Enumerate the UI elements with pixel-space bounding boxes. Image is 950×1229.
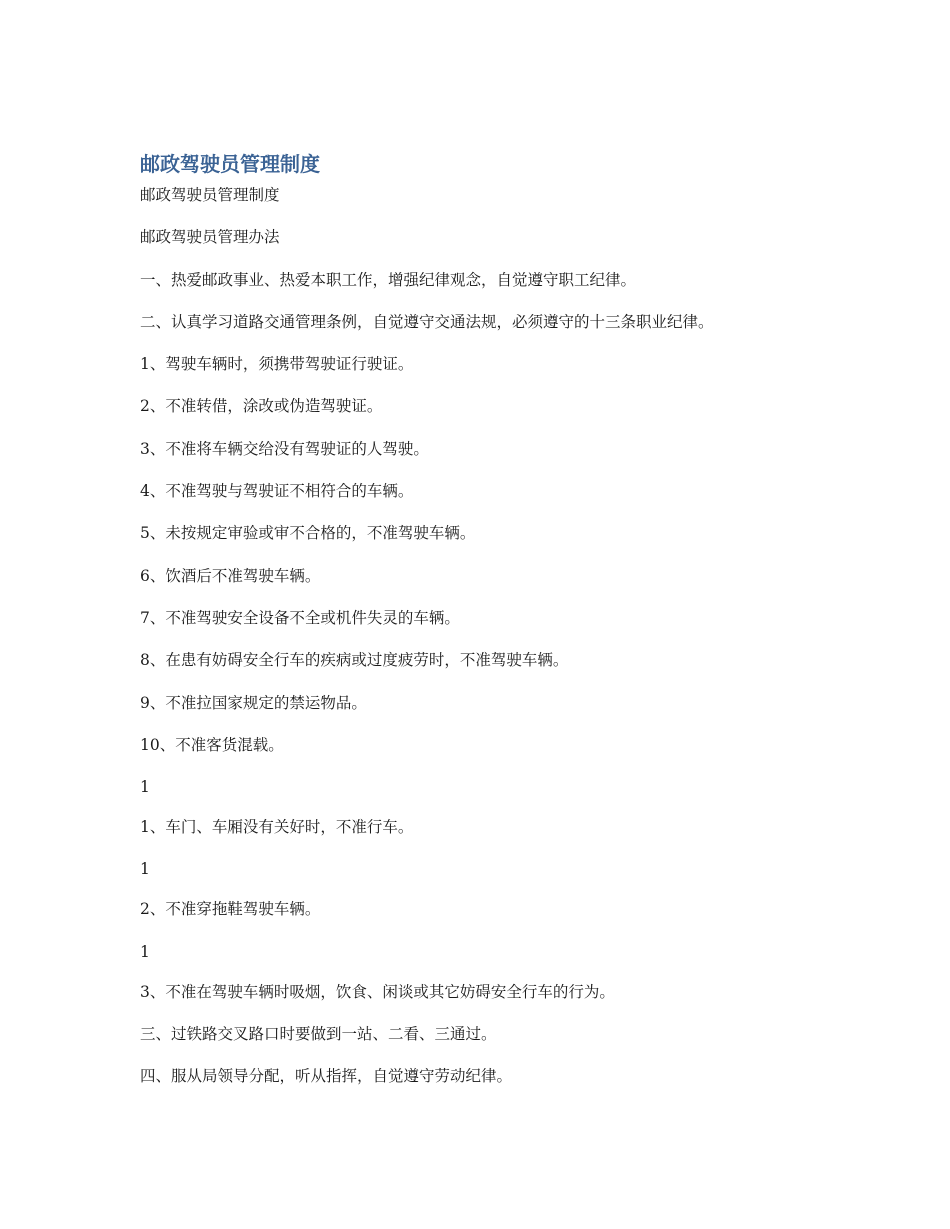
document-body xyxy=(140,183,840,1107)
stray-number: 1 xyxy=(140,860,150,879)
paragraph-method-title: 邮政驾驶员管理办法 xyxy=(140,228,280,247)
list-item: 7、不准驾驶安全设备不全或机件失灵的车辆。 xyxy=(140,608,460,627)
paragraph-subtitle: 邮政驾驶员管理制度 xyxy=(140,186,280,204)
list-item: 3、不准在驾驶车辆时吸烟，饮食、闲谈或其它妨碍安全行车的行为。 xyxy=(140,982,615,1001)
list-item: 4、不准驾驶与驾驶证不相符合的车辆。 xyxy=(140,482,414,501)
list-item: 2、不准穿拖鞋驾驶车辆。 xyxy=(140,900,321,919)
stray-number: 1 xyxy=(140,778,150,797)
list-item: 6、饮酒后不准驾驶车辆。 xyxy=(140,566,321,585)
list-item: 1、驾驶车辆时，须携带驾驶证行驶证。 xyxy=(140,355,414,374)
list-item: 5、未按规定审验或审不合格的，不准驾驶车辆。 xyxy=(140,524,476,543)
list-item: 8、在患有妨碍安全行车的疾病或过度疲劳时，不准驾驶车辆。 xyxy=(140,651,569,670)
list-item: 1、车门、车厢没有关好时，不准行车。 xyxy=(140,818,414,837)
paragraph-article-2: 二、认真学习道路交通管理条例，自觉遵守交通法规，必须遵守的十三条职业纪律。 xyxy=(140,312,714,331)
paragraph-article-4: 四、服从局领导分配，听从指挥，自觉遵守劳动纪律。 xyxy=(140,1067,513,1086)
list-item: 3、不准将车辆交给没有驾驶证的人驾驶。 xyxy=(140,439,429,458)
paragraph-article-1: 一、热爱邮政事业、热爱本职工作，增强纪律观念，自觉遵守职工纪律。 xyxy=(140,270,637,289)
stray-number: 1 xyxy=(140,942,150,961)
paragraph-article-3: 三、过铁路交叉路口时要做到一站、二看、三通过。 xyxy=(140,1025,497,1044)
list-item: 9、不准拉国家规定的禁运物品。 xyxy=(140,693,367,712)
list-item: 2、不准转借，涂改或伪造驾驶证。 xyxy=(140,397,383,416)
document-title: 邮政驾驶员管理制度 xyxy=(140,152,320,176)
list-item: 10、不准客货混载。 xyxy=(140,735,284,754)
